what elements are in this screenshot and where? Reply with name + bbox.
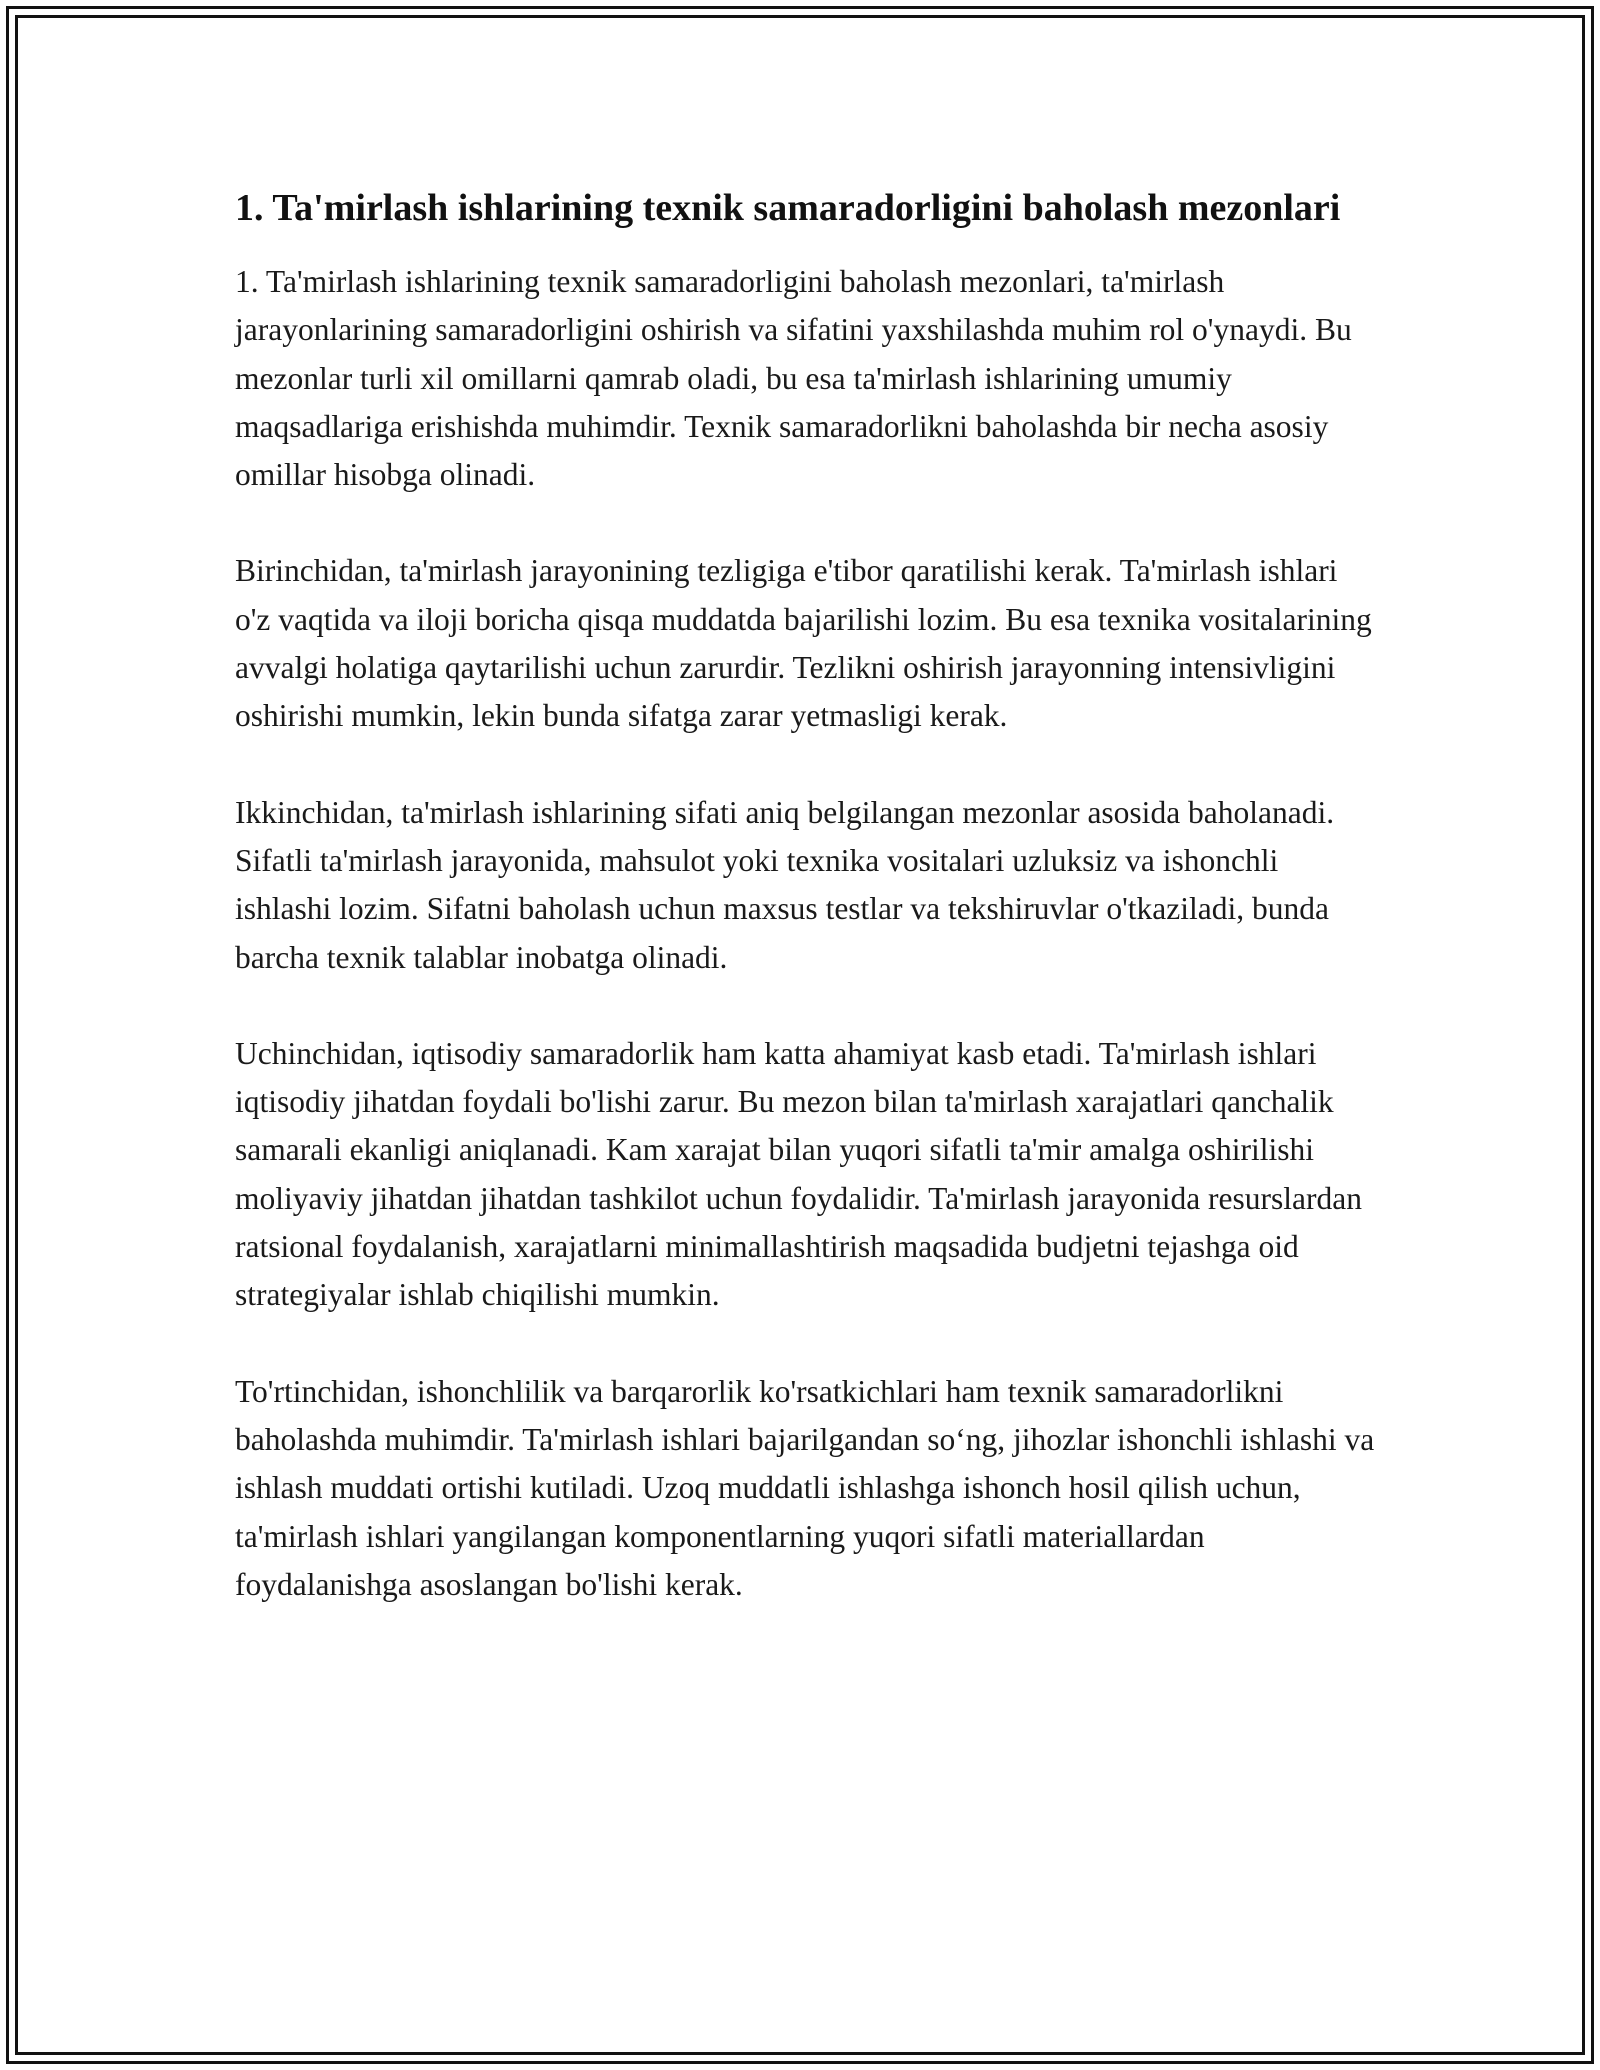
- paragraph-third-criterion: Uchinchidan, iqtisodiy samaradorlik ham katta ahamiyat kasb etadi. Ta'mirlash ishlari iqtisodiy jihatdan foydali bo'lishi zarur. Bu mezon bilan ta'mirlash xarajatlari qanchalik samarali ekanligi aniqlanadi. Kam xarajat bilan yuqori sifatli ta'mir amalga oshirilishi moliyaviy jihatdan jihatdan tashkilot uchun foydalidir. Ta'mirlash jarayonida resurslardan ratsional foydalanish, xarajatlarni minimallashtirish maqsadida budjetni tejashga oid strategiyalar ishlab chiqilishi mumkin.: [235, 1035, 1362, 1313]
- paragraph-second-criterion: Ikkinchidan, ta'mirlash ishlarining sifati aniq belgilangan mezonlar asosida baholanadi. Sifatli ta'mirlash jarayonida, mahsulot yoki texnika vositalari uzluksiz va ishonchli ishlashi lozim. Sifatni baholash uchun maxsus testlar va tekshiruvlar o'tkaziladi, bunda barcha texnik talablar inobatga olinadi.: [235, 794, 1335, 975]
- document-title: 1. Ta'mirlash ishlarining texnik samaradorligini baholash mezonlari: [235, 187, 1341, 229]
- document-body: [235, 180, 1375, 1657]
- paragraph-first-criterion: Birinchidan, ta'mirlash jarayonining tezligiga e'tibor qaratilishi kerak. Ta'mirlash ishlari o'z vaqtida va iloji boricha qisqa muddatda bajarilishi lozim. Bu esa texnika vositalarining avvalgi holatiga qaytarilishi uchun zarurdir. Tezlikni oshirish jarayonning intensivligini oshirishi mumkin, lekin bunda sifatga zarar yetmasligi kerak.: [235, 553, 1372, 734]
- paragraph-intro: 1. Ta'mirlash ishlarining texnik samaradorligini baholash mezonlari, ta'mirlash jarayonlarining samaradorligini oshirish va sifatini yaxshilashda muhim rol o'ynaydi. Bu mezonlar turli xil omillarni qamrab oladi, bu esa ta'mirlash ishlarining umumiy maqsadlariga erishishda muhimdir. Texnik samaradorlikni baholashda bir necha asosiy omillar hisobga olinadi.: [235, 264, 1352, 493]
- paragraph-fourth-criterion: To'rtinchidan, ishonchlilik va barqarorlik ko'rsatkichlari ham texnik samaradorlikni baholashda muhimdir. Ta'mirlash ishlari bajarilgandan so‘ng, jihozlar ishonchli ishlashi va ishlash muddati ortishi kutiladi. Uzoq muddatli ishlashga ishonch hosil qilish uchun, ta'mirlash ishlari yangilangan komponentlarning yuqori sifatli materiallardan foydalanishga asoslangan bo'lishi kerak.: [235, 1373, 1375, 1602]
